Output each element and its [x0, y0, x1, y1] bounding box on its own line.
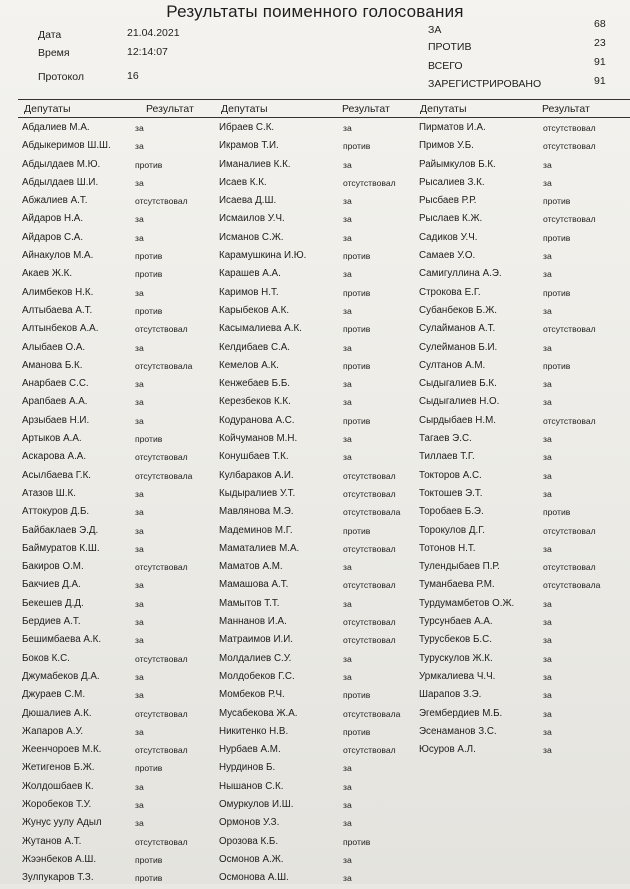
vote-result: отсутствовал: [543, 141, 596, 152]
deputy-name: Нышанов С.К.: [219, 780, 284, 792]
vote-result: отсутствовала: [343, 708, 401, 719]
vote-result: за: [343, 818, 352, 829]
deputy-name: Жеенчороев М.К.: [22, 744, 102, 756]
vote-result: за: [343, 159, 352, 170]
deputy-name: Икрамов Т.И.: [219, 140, 279, 152]
vote-result: за: [343, 452, 352, 463]
deputy-name: Жээнбеков А.Ш.: [22, 853, 97, 865]
deputy-name: Сыдыгалиев Б.К.: [419, 378, 497, 390]
vote-result: отсутствовал: [543, 324, 596, 335]
vote-result: против: [135, 854, 163, 865]
deputy-name: Дюшалиев А.К.: [22, 707, 92, 719]
vote-result: отсутствовал: [343, 745, 396, 756]
vote-result: отсутствовал: [543, 123, 596, 133]
deputy-name: Койчуманов М.Н.: [219, 433, 298, 445]
vote-result: отсутствовал: [135, 196, 188, 207]
col1-result-header: Результат: [146, 103, 194, 115]
vote-result: за: [135, 617, 144, 628]
deputy-name: Сулайманов А.Т.: [419, 323, 496, 335]
deputy-name: Торобаев Б.Э.: [419, 506, 484, 518]
deputy-name: Аттокуров Д.Б.: [22, 506, 90, 518]
vote-result: за: [135, 287, 144, 298]
vote-result: против: [543, 287, 571, 298]
deputy-name: Артыков А.А.: [22, 433, 82, 445]
vote-result: за: [343, 653, 352, 664]
protocol-label: Протокол: [38, 71, 84, 83]
vsego-label: ВСЕГО: [428, 60, 463, 72]
registered-label: ЗАРЕГИСТРИРОВАНО: [428, 78, 542, 90]
vote-result: за: [543, 745, 552, 756]
vote-result: отсутствовал: [343, 580, 396, 591]
deputy-name: Конушбаев Т.К.: [219, 451, 289, 463]
vote-result: против: [343, 726, 371, 737]
za-count: 68: [594, 18, 606, 30]
vote-result: отсутствовал: [343, 470, 396, 481]
deputy-name: Турсунбаев А.А.: [419, 616, 493, 628]
vote-result: против: [343, 287, 371, 298]
vote-result: за: [135, 214, 144, 225]
date-value: 21.04.2021: [127, 27, 180, 39]
deputy-name: Аскарова А.А.: [22, 451, 87, 463]
deputy-name: Тулендыбаев П.Р.: [419, 561, 500, 573]
vote-result: за: [135, 635, 144, 646]
protiv-count: 23: [594, 37, 606, 49]
vote-result: против: [343, 251, 371, 262]
protiv-label: ПРОТИВ: [428, 41, 472, 53]
vote-result: за: [343, 854, 352, 865]
deputy-name: Асылбаева Г.К.: [22, 469, 91, 481]
time-value: 12:14:07: [127, 46, 168, 58]
deputy-name: Токтошев Э.Т.: [419, 487, 483, 499]
deputy-name: Жапаров А.У.: [22, 725, 84, 737]
deputy-name: Арзыбаев Н.И.: [22, 414, 90, 426]
col3-result-header: Результат: [542, 103, 590, 115]
deputy-name: Торокулов Д.Г.: [419, 524, 486, 536]
deputy-name: Айдаров С.А.: [22, 231, 84, 243]
deputy-name: Кулбараков А.И.: [219, 469, 294, 481]
vote-result: против: [343, 324, 371, 335]
vote-result: за: [135, 580, 144, 591]
deputy-name: Эсенаманов З.С.: [419, 725, 497, 737]
deputy-name: Исаев К.К.: [219, 176, 267, 188]
deputy-name: Керезбеков К.К.: [219, 396, 291, 408]
vote-result: против: [343, 836, 371, 847]
vote-result: за: [135, 397, 144, 408]
vote-result: против: [543, 232, 571, 243]
vote-result: за: [343, 305, 352, 316]
deputy-name: Рыслаев К.Ж.: [419, 213, 483, 225]
vote-result: против: [135, 251, 163, 262]
vote-result: за: [135, 415, 144, 426]
vote-result: отсутствовала: [343, 507, 401, 518]
vote-result: за: [135, 177, 144, 188]
vote-result: за: [543, 177, 552, 188]
vote-result: отсутствовал: [135, 562, 188, 573]
vote-result: за: [135, 543, 144, 554]
deputy-name: Самаев У.О.: [419, 250, 476, 262]
deputy-name: Строкова Е.Г.: [419, 286, 481, 298]
vote-result: за: [543, 488, 552, 499]
deputy-name: Омуркулов И.Ш.: [219, 798, 294, 810]
deputy-name: Ибраев С.К.: [219, 122, 275, 133]
deputy-name: Бакиров О.М.: [22, 561, 84, 573]
deputy-name: Карамушкина И.Ю.: [219, 250, 307, 262]
vote-result: за: [343, 214, 352, 225]
deputy-name: Маматалиев М.А.: [219, 542, 300, 554]
deputy-name: Ормонов У.З.: [219, 817, 280, 829]
vote-result: за: [543, 397, 552, 408]
deputy-name: Турдумамбетов О.Ж.: [419, 597, 515, 609]
deputy-name: Алимбеков Н.К.: [22, 286, 94, 298]
deputy-name: Исаева Д.Ш.: [219, 195, 277, 207]
col3-deputies-header: Депутаты: [420, 103, 467, 115]
date-label: Дата: [38, 29, 62, 41]
vote-result: против: [135, 434, 163, 445]
deputy-name: Матраимов И.И.: [219, 634, 293, 646]
vote-result: отсутствовал: [543, 214, 596, 225]
deputy-name: Примов У.Б.: [419, 140, 474, 152]
deputy-name: Нурдинов Б.: [219, 762, 276, 774]
deputy-name: Мавлянова М.Э.: [219, 506, 294, 518]
deputy-name: Осмонова А.Ш.: [219, 872, 289, 884]
deputy-name: Зулпукаров Т.З.: [22, 872, 94, 884]
vote-result: за: [135, 818, 144, 829]
deputy-name: Бешимбаева А.К.: [22, 634, 102, 646]
header-top-rule: [18, 99, 630, 100]
vote-result: против: [135, 763, 163, 774]
vote-result: за: [543, 251, 552, 262]
vote-result: за: [543, 653, 552, 664]
deputy-name: Турускулов Ж.К.: [419, 652, 493, 664]
vote-result: за: [543, 635, 552, 646]
vote-result: отсутствовал: [543, 415, 596, 426]
vote-result: за: [343, 763, 352, 774]
deputy-name: Исмаилов У.Ч.: [219, 213, 285, 225]
vote-result: за: [135, 799, 144, 810]
vote-result: за: [543, 671, 552, 682]
deputy-name: Алыбаев О.А.: [22, 341, 86, 353]
vote-result: за: [343, 342, 352, 353]
deputy-name: Акаев Ж.К.: [22, 268, 73, 280]
deputy-name: Байбаклаев Э.Д.: [22, 524, 99, 536]
vote-result: за: [135, 123, 144, 133]
col1-deputies-header: Депутаты: [24, 103, 71, 115]
deputy-name: Райымкулов Б.К.: [419, 158, 496, 170]
vote-result: за: [543, 342, 552, 353]
deputy-name: Жутанов А.Т.: [22, 835, 82, 847]
vote-result: за: [543, 452, 552, 463]
vote-result: за: [543, 379, 552, 390]
time-label: Время: [38, 47, 70, 59]
vote-result: отсутствовал: [343, 177, 396, 188]
deputy-name: Тагаев Э.С.: [419, 433, 472, 445]
deputy-name: Бекешев Д.Д.: [22, 597, 84, 609]
deputy-name: Молдалиев С.У.: [219, 652, 292, 664]
vote-result: против: [543, 196, 571, 207]
vote-result: против: [135, 269, 163, 280]
deputy-name: Карыбеков А.К.: [219, 304, 290, 316]
deputy-name: Сырдыбаев Н.М.: [419, 414, 496, 426]
vote-result: отсутствовала: [543, 580, 601, 591]
vote-result: за: [135, 671, 144, 682]
page-title: Результаты поименного голосования: [166, 2, 464, 21]
za-label: ЗА: [428, 24, 442, 36]
vote-result: отсутствовал: [135, 745, 188, 756]
deputy-name: Султанов А.М.: [419, 359, 486, 371]
deputy-name: Жунус уулу Адыл: [22, 817, 102, 829]
protocol-value: 16: [127, 70, 139, 82]
deputy-name: Туманбаева Р.М.: [419, 579, 495, 591]
vote-result: за: [343, 781, 352, 792]
vote-result: за: [135, 488, 144, 499]
deputy-name: Алтынбеков А.А.: [22, 323, 99, 335]
vote-result: отсутствовала: [135, 360, 193, 371]
deputy-name: Арапбаев А.А.: [22, 396, 88, 408]
vsego-count: 91: [594, 56, 606, 68]
deputy-name: Кыдыралиев У.Т.: [219, 487, 296, 499]
deputy-name: Рысбаев Р.Р.: [419, 195, 477, 207]
vote-result: за: [343, 873, 352, 884]
deputy-name: Маматов А.М.: [219, 561, 283, 573]
deputy-name: Касымалиева А.К.: [219, 323, 302, 335]
deputy-name: Турусбеков Б.С.: [419, 634, 492, 646]
vote-result: против: [343, 141, 371, 152]
vote-result: отсутствовал: [543, 525, 596, 536]
deputy-name: Никитенко Н.В.: [219, 725, 289, 737]
deputy-name: Кодуранова А.С.: [219, 414, 295, 426]
deputy-name: Осмонов А.Ж.: [219, 853, 284, 865]
col2-deputies-header: Депутаты: [221, 103, 268, 115]
vote-result: за: [135, 781, 144, 792]
deputy-name: Жетигенов Б.Ж.: [22, 762, 95, 774]
deputy-name: Джураев С.М.: [22, 689, 86, 701]
deputy-name: Алтыбаева А.Т.: [22, 304, 93, 316]
vote-result: за: [135, 726, 144, 737]
deputy-name: Мамытов Т.Т.: [219, 597, 280, 609]
vote-result: за: [343, 123, 352, 133]
vote-result: за: [135, 342, 144, 353]
registered-count: 91: [594, 75, 606, 87]
vote-result: за: [135, 379, 144, 390]
deputy-name: Рысалиев З.К.: [419, 176, 485, 188]
vote-result: за: [543, 305, 552, 316]
vote-result: за: [135, 525, 144, 536]
vote-result: за: [135, 507, 144, 518]
vote-result: отсутствовал: [343, 635, 396, 646]
deputy-name: Мусабекова Ж.А.: [219, 707, 298, 719]
deputy-name: Мадеминов М.Г.: [219, 524, 293, 536]
deputy-name: Исманов С.Ж.: [219, 231, 284, 243]
deputy-name: Кенжебаев Б.Б.: [219, 378, 290, 390]
deputy-name: Токторов А.С.: [419, 469, 482, 481]
deputy-name: Бердиев А.Т.: [22, 616, 81, 628]
deputy-name: Шарапов З.Э.: [419, 689, 482, 701]
deputy-name: Субанбеков Б.Ж.: [419, 304, 497, 316]
vote-result: за: [343, 799, 352, 810]
vote-result: отсутствовал: [135, 324, 188, 335]
deputy-name: Жоробеков Т.У.: [22, 798, 92, 810]
vote-result: за: [343, 397, 352, 408]
vote-result: за: [135, 232, 144, 243]
vote-result: за: [543, 726, 552, 737]
deputy-name: Жолдошбаев К.: [22, 780, 94, 792]
vote-result: отсутствовал: [343, 488, 396, 499]
deputy-name: Абжалиев А.Т.: [22, 195, 88, 207]
vote-result: против: [543, 360, 571, 371]
vote-result: против: [135, 873, 163, 884]
deputy-name: Молдобеков Г.С.: [219, 670, 295, 682]
deputy-name: Келдибаев С.А.: [219, 341, 290, 353]
vote-result: против: [135, 159, 163, 170]
vote-result: за: [343, 562, 352, 573]
vote-result: за: [343, 269, 352, 280]
deputy-name: Абдалиев М.А.: [22, 122, 90, 133]
vote-result: за: [135, 598, 144, 609]
vote-result: за: [543, 598, 552, 609]
vote-result: за: [543, 159, 552, 170]
vote-result: против: [543, 507, 571, 518]
deputy-name: Тотонов Н.Т.: [419, 542, 476, 554]
vote-result: отсутствовал: [135, 708, 188, 719]
vote-result: против: [343, 360, 371, 371]
deputy-name: Тиллаев Т.Г.: [419, 451, 475, 463]
deputy-name: Абдылдаев М.Ю.: [22, 158, 101, 170]
vote-result: отсутствовал: [543, 562, 596, 573]
vote-result: отсутствовал: [135, 452, 188, 463]
deputy-name: Айдаров Н.А.: [22, 213, 84, 225]
vote-result: за: [343, 379, 352, 390]
deputy-name: Бакчиев Д.А.: [22, 579, 81, 591]
deputy-name: Орозова К.Б.: [219, 835, 279, 847]
vote-result: против: [343, 415, 371, 426]
deputy-name: Пирматов И.А.: [419, 122, 486, 133]
deputy-name: Урмкалиева Ч.Ч.: [419, 670, 496, 682]
deputy-name: Карашев А.А.: [219, 268, 281, 280]
deputy-name: Кемелов А.К.: [219, 359, 279, 371]
vote-result: отсутствовал: [343, 543, 396, 554]
vote-result: отсутствовал: [343, 617, 396, 628]
vote-result: против: [343, 690, 371, 701]
deputy-name: Сулейманов Б.И.: [419, 341, 498, 353]
deputy-name: Боков К.С.: [22, 652, 70, 664]
vote-result: за: [343, 671, 352, 682]
deputy-name: Айнакулов М.А.: [22, 250, 94, 262]
deputy-name: Абдылдаев Ш.И.: [22, 176, 99, 188]
vote-result: за: [343, 232, 352, 243]
deputy-name: Садиков У.Ч.: [419, 231, 478, 243]
header-bottom-rule: [18, 117, 630, 118]
deputy-name: Нурбаев А.М.: [219, 744, 281, 756]
vote-result: за: [135, 141, 144, 152]
vote-result: за: [543, 543, 552, 554]
deputy-name: Каримов Н.Т.: [219, 286, 279, 298]
deputy-name: Юсуров А.Л.: [419, 744, 476, 756]
vote-result: за: [135, 690, 144, 701]
vote-result: против: [343, 525, 371, 536]
vote-result: за: [343, 434, 352, 445]
vote-result: за: [543, 269, 552, 280]
deputy-name: Сыдыгалиев Н.О.: [419, 396, 500, 408]
vote-result: за: [543, 690, 552, 701]
deputy-name: Мамашова А.Т.: [219, 579, 289, 591]
deputy-name: Иманалиев К.К.: [219, 158, 291, 170]
col2-result-header: Результат: [342, 103, 390, 115]
vote-result: за: [343, 196, 352, 207]
vote-result: за: [343, 598, 352, 609]
vote-result: за: [543, 434, 552, 445]
vote-result: отсутствовала: [135, 470, 193, 481]
deputy-name: Эгембердиев М.Б.: [419, 707, 503, 719]
deputy-name: Абдыкеримов Ш.Ш.: [22, 140, 111, 152]
deputy-name: Маннанов И.А.: [219, 616, 287, 628]
vote-result: против: [135, 305, 163, 316]
vote-result: отсутствовал: [135, 836, 188, 847]
deputy-name: Момбеков Р.Ч.: [219, 689, 285, 701]
vote-result: за: [543, 617, 552, 628]
deputy-name: Джумабеков Д.А.: [22, 670, 100, 682]
vote-result: отсутствовал: [135, 653, 188, 664]
deputy-name: Атазов Ш.К.: [22, 487, 76, 499]
deputy-name: Анарбаев С.С.: [22, 378, 89, 390]
deputy-name: Самигуллина А.Э.: [419, 268, 502, 280]
vote-result: за: [543, 708, 552, 719]
deputy-name: Аманова Б.К.: [22, 359, 83, 371]
deputy-name: Баймуратов К.Ш.: [22, 542, 100, 554]
vote-result: за: [543, 470, 552, 481]
